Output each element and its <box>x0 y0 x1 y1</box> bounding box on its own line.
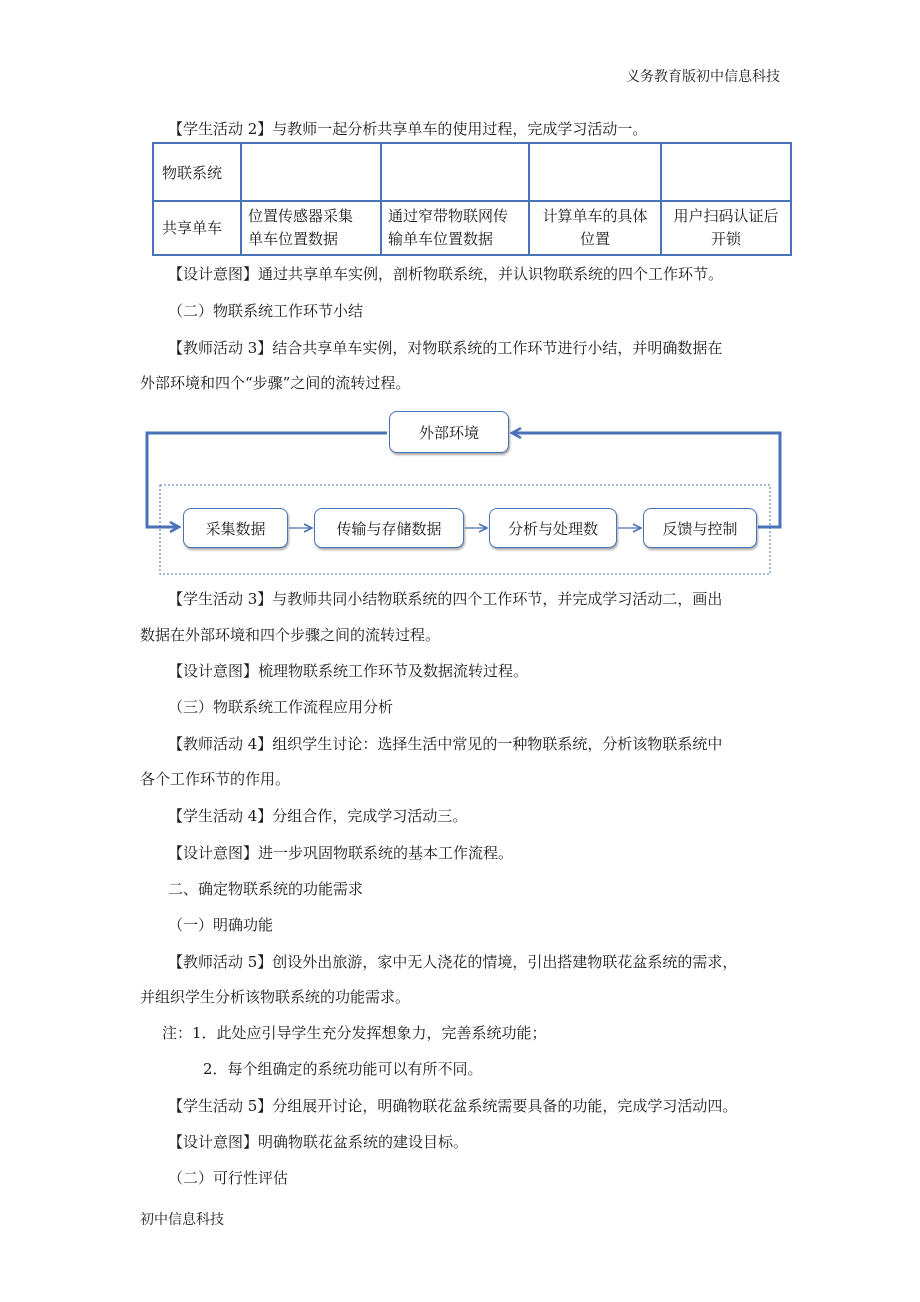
paragraph: 各个工作环节的作用。 <box>140 770 291 788</box>
paragraph: 【设计意图】梳理物联系统工作环节及数据流转过程。 <box>168 662 529 680</box>
note: 注：1．此处应引导学生充分发挥想象力，完善系统功能； <box>162 1024 547 1042</box>
paragraph: 【学生活动 5】分组展开讨论，明确物联花盆系统需要具备的功能，完成学习活动四。 <box>168 1097 738 1115</box>
paragraph: 【学生活动 4】分组合作，完成学习活动三。 <box>168 807 468 825</box>
paragraph: 外部环境和四个“步骤”之间的流转过程。 <box>140 374 411 392</box>
section-heading: （二）物联系统工作环节小结 <box>168 302 364 320</box>
paragraph: 【设计意图】通过共享单车实例，剖析物联系统，并认识物联系统的四个工作环节。 <box>168 265 724 283</box>
paragraph: 【设计意图】明确物联花盆系统的建设目标。 <box>168 1133 469 1151</box>
table-cell: 共享单车 <box>153 201 241 255</box>
cell-line: 计算单车的具体 <box>542 207 648 225</box>
step-feedback-control: 反馈与控制 <box>643 508 757 548</box>
paragraph: 【学生活动 2】与教师一起分析共享单车的使用过程，完成学习活动一。 <box>168 120 648 138</box>
note: 2．每个组确定的系统功能可以有所不同。 <box>203 1060 483 1078</box>
cell-line: 输单车位置数据 <box>388 230 494 248</box>
external-environment-box: 外部环境 <box>389 411 509 453</box>
paragraph: 【学生活动 3】与教师共同小结物联系统的四个工作环节，并完成学习活动二，画出 <box>168 590 723 608</box>
paragraph: 并组织学生分析该物联系统的功能需求。 <box>140 988 411 1006</box>
page-header: 义务教育版初中信息科技 <box>626 69 780 85</box>
table-cell: 物联系统 <box>153 143 241 201</box>
cell-line: 用户扫码认证后 <box>673 207 779 225</box>
cell-line: 开锁 <box>710 230 741 248</box>
cell-line: 位置传感器采集 <box>248 207 354 225</box>
paragraph: 【设计意图】进一步巩固物联系统的基本工作流程。 <box>168 844 514 862</box>
cell-line: 位置 <box>579 230 610 248</box>
section-heading: （二）可行性评估 <box>168 1169 289 1187</box>
step-collect-data: 采集数据 <box>183 508 288 548</box>
paragraph: 【教师活动 3】结合共享单车实例，对物联系统的工作环节进行小结，并明确数据在 <box>168 339 723 357</box>
paragraph: 【教师活动 5】创设外出旅游，家中无人浇花的情境，引出搭建物联花盆系统的需求， <box>168 953 738 971</box>
paragraph: 数据在外部环境和四个步骤之间的流转过程。 <box>140 626 441 644</box>
section-heading: （三）物联系统工作流程应用分析 <box>168 698 394 716</box>
paragraph: 【教师活动 4】组织学生讨论：选择生活中常见的一种物联系统，分析该物联系统中 <box>168 735 723 753</box>
step-transmit-store: 传输与存储数据 <box>314 508 464 548</box>
cell-line: 单车位置数据 <box>248 230 339 248</box>
step-analyze-process: 分析与处理数 <box>489 508 617 548</box>
section-heading: （一）明确功能 <box>168 916 274 934</box>
page-footer: 初中信息科技 <box>140 1212 224 1228</box>
section-heading: 二、确定物联系统的功能需求 <box>168 880 364 898</box>
cell-line: 通过窄带物联网传 <box>388 207 509 225</box>
